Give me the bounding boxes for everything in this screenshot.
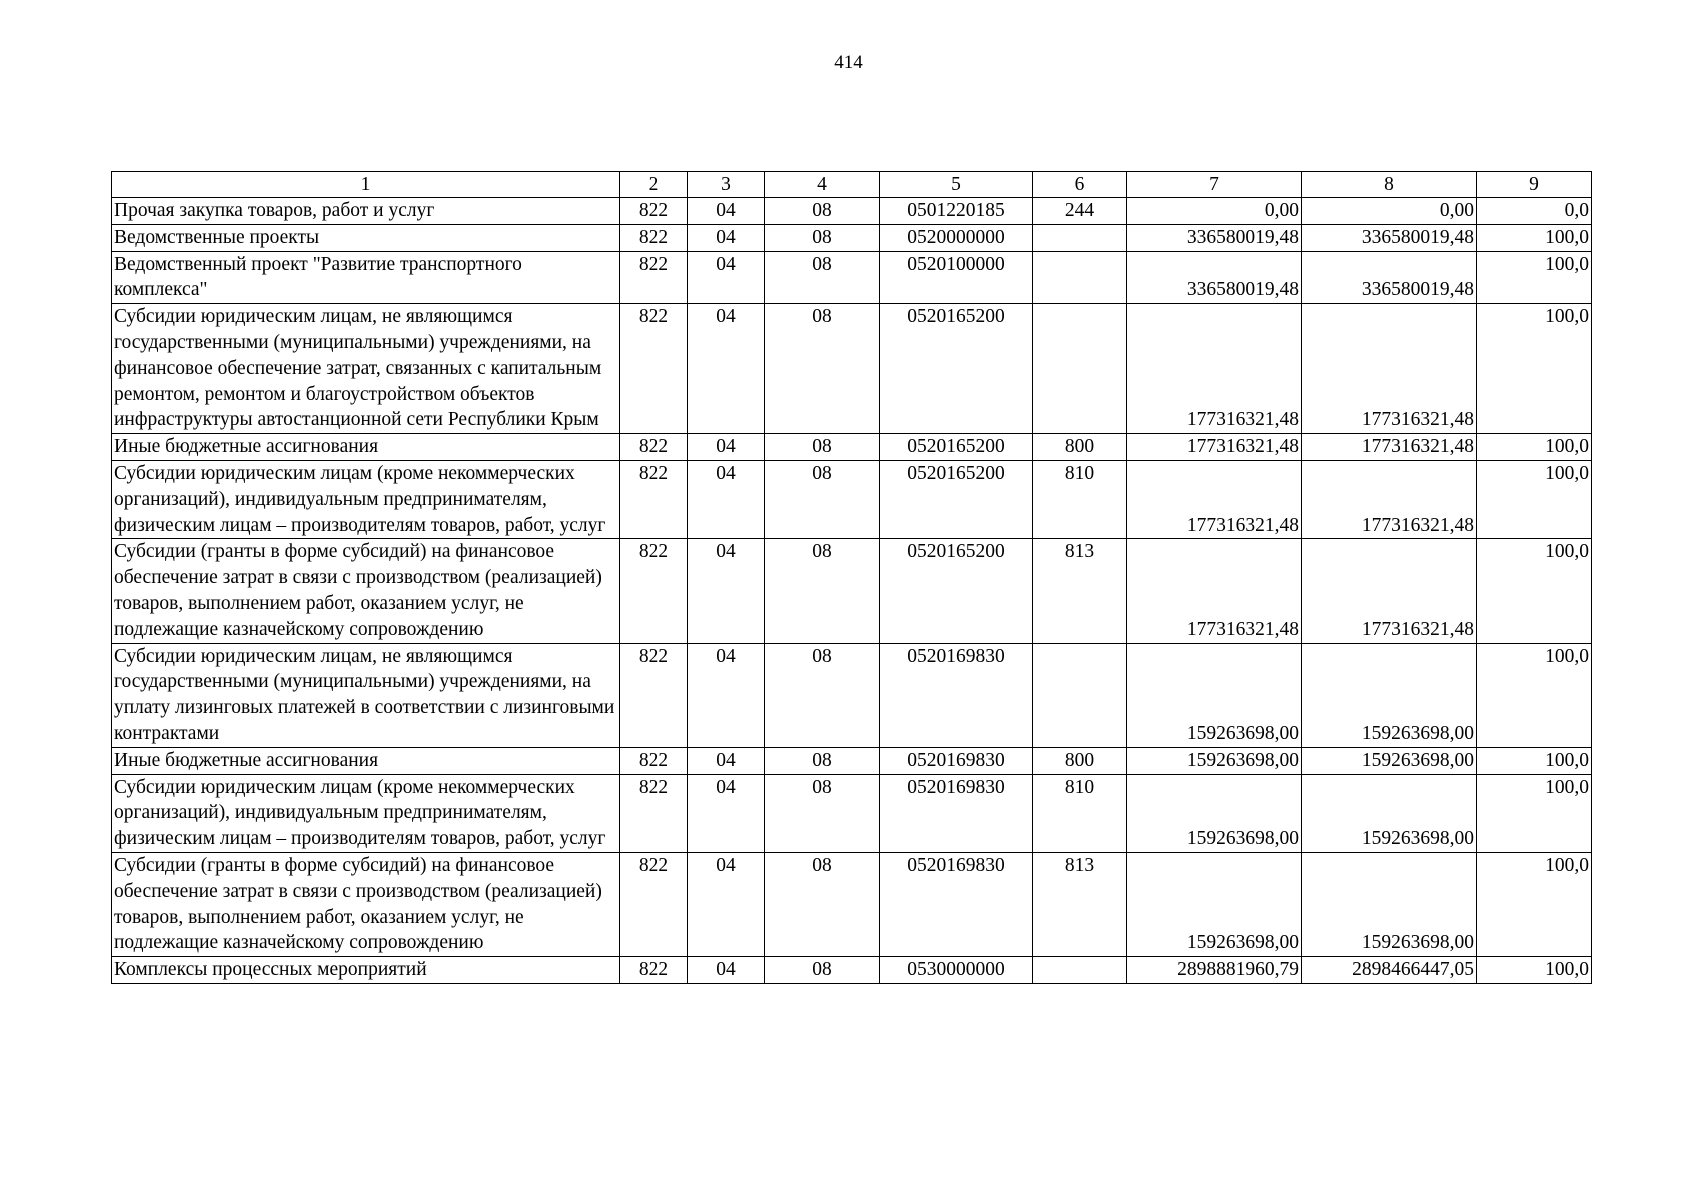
cell-col5: 0520165200 <box>880 539 1033 643</box>
cell-col8: 159263698,00 <box>1302 852 1477 956</box>
cell-col8: 177316321,48 <box>1302 539 1477 643</box>
cell-col4: 08 <box>765 539 880 643</box>
cell-col6 <box>1033 957 1127 984</box>
cell-col2: 822 <box>620 852 688 956</box>
cell-col9: 100,0 <box>1477 251 1592 304</box>
cell-col5: 0520165200 <box>880 460 1033 538</box>
cell-col2: 822 <box>620 304 688 434</box>
cell-col5: 0520100000 <box>880 251 1033 304</box>
cell-col2: 822 <box>620 198 688 225</box>
row-name: Субсидии юридическим лицам, не являющимся государственными (муниципальными) учреждениями, на уплату лизинговых платежей в соответствии с лизинговыми контрактами <box>112 643 620 747</box>
cell-col5: 0501220185 <box>880 198 1033 225</box>
cell-col9: 100,0 <box>1477 460 1592 538</box>
column-header: 7 <box>1127 172 1302 198</box>
cell-col8: 336580019,48 <box>1302 251 1477 304</box>
table-header-row <box>112 172 1592 198</box>
cell-col7: 177316321,48 <box>1127 539 1302 643</box>
cell-col8: 336580019,48 <box>1302 224 1477 251</box>
row-name: Субсидии юридическим лицам (кроме некоммерческих организаций), индивидуальным предпринимателям, физическим лицам – производителям товаров, работ, услуг <box>112 460 620 538</box>
cell-col4: 08 <box>765 460 880 538</box>
cell-col5: 0520169830 <box>880 747 1033 774</box>
cell-col3: 04 <box>688 747 765 774</box>
table-row <box>112 434 1592 461</box>
row-name: Субсидии (гранты в форме субсидий) на финансовое обеспечение затрат в связи с производством (реализацией) товаров, выполнением работ, оказанием услуг, не подлежащие казначейскому сопровождению <box>112 852 620 956</box>
cell-col7: 177316321,48 <box>1127 434 1302 461</box>
table-row <box>112 460 1592 538</box>
row-name: Субсидии (гранты в форме субсидий) на финансовое обеспечение затрат в связи с производством (реализацией) товаров, выполнением работ, оказанием услуг, не подлежащие казначейскому сопровождению <box>112 539 620 643</box>
cell-col2: 822 <box>620 747 688 774</box>
cell-col5: 0520169830 <box>880 852 1033 956</box>
cell-col4: 08 <box>765 198 880 225</box>
cell-col6: 813 <box>1033 539 1127 643</box>
page-number: 414 <box>834 52 863 73</box>
column-header: 1 <box>112 172 620 198</box>
row-name: Комплексы процессных мероприятий <box>112 957 620 984</box>
table-row <box>112 747 1592 774</box>
cell-col6: 810 <box>1033 460 1127 538</box>
cell-col9: 100,0 <box>1477 539 1592 643</box>
column-header: 2 <box>620 172 688 198</box>
cell-col2: 822 <box>620 460 688 538</box>
cell-col8: 2898466447,05 <box>1302 957 1477 984</box>
cell-col6: 810 <box>1033 774 1127 852</box>
cell-col5: 0520169830 <box>880 643 1033 747</box>
table-row <box>112 852 1592 956</box>
cell-col4: 08 <box>765 251 880 304</box>
cell-col2: 822 <box>620 957 688 984</box>
column-header: 3 <box>688 172 765 198</box>
cell-col9: 100,0 <box>1477 304 1592 434</box>
cell-col3: 04 <box>688 643 765 747</box>
row-name: Прочая закупка товаров, работ и услуг <box>112 198 620 225</box>
cell-col2: 822 <box>620 643 688 747</box>
cell-col4: 08 <box>765 957 880 984</box>
cell-col6 <box>1033 304 1127 434</box>
cell-col6: 813 <box>1033 852 1127 956</box>
cell-col3: 04 <box>688 251 765 304</box>
cell-col8: 177316321,48 <box>1302 460 1477 538</box>
cell-col3: 04 <box>688 774 765 852</box>
cell-col7: 159263698,00 <box>1127 852 1302 956</box>
cell-col5: 0520169830 <box>880 774 1033 852</box>
budget-table <box>111 171 1592 984</box>
cell-col9: 100,0 <box>1477 643 1592 747</box>
table-row <box>112 304 1592 434</box>
cell-col3: 04 <box>688 539 765 643</box>
cell-col7: 159263698,00 <box>1127 747 1302 774</box>
cell-col6 <box>1033 251 1127 304</box>
row-name: Субсидии юридическим лицам, не являющимся государственными (муниципальными) учреждениями, на финансовое обеспечение затрат, связанных с капитальным ремонтом, ремонтом и благоустройством объектов инфраструктуры автостанционной сети Республики Крым <box>112 304 620 434</box>
table-row <box>112 198 1592 225</box>
cell-col3: 04 <box>688 224 765 251</box>
cell-col9: 100,0 <box>1477 747 1592 774</box>
table-row <box>112 957 1592 984</box>
column-header: 8 <box>1302 172 1477 198</box>
cell-col2: 822 <box>620 539 688 643</box>
table-row <box>112 251 1592 304</box>
cell-col9: 0,0 <box>1477 198 1592 225</box>
cell-col7: 2898881960,79 <box>1127 957 1302 984</box>
cell-col7: 0,00 <box>1127 198 1302 225</box>
cell-col7: 177316321,48 <box>1127 304 1302 434</box>
cell-col6: 800 <box>1033 747 1127 774</box>
cell-col9: 100,0 <box>1477 224 1592 251</box>
cell-col7: 336580019,48 <box>1127 224 1302 251</box>
column-header: 6 <box>1033 172 1127 198</box>
cell-col9: 100,0 <box>1477 434 1592 461</box>
table-row <box>112 224 1592 251</box>
table-row <box>112 643 1592 747</box>
cell-col9: 100,0 <box>1477 774 1592 852</box>
cell-col7: 159263698,00 <box>1127 643 1302 747</box>
cell-col8: 0,00 <box>1302 198 1477 225</box>
row-name: Ведомственный проект "Развитие транспортного комплекса" <box>112 251 620 304</box>
cell-col3: 04 <box>688 957 765 984</box>
cell-col8: 159263698,00 <box>1302 643 1477 747</box>
cell-col8: 159263698,00 <box>1302 774 1477 852</box>
cell-col8: 177316321,48 <box>1302 434 1477 461</box>
table-row <box>112 539 1592 643</box>
cell-col9: 100,0 <box>1477 957 1592 984</box>
cell-col8: 177316321,48 <box>1302 304 1477 434</box>
cell-col7: 159263698,00 <box>1127 774 1302 852</box>
row-name: Иные бюджетные ассигнования <box>112 747 620 774</box>
cell-col5: 0530000000 <box>880 957 1033 984</box>
cell-col6: 244 <box>1033 198 1127 225</box>
cell-col5: 0520165200 <box>880 434 1033 461</box>
row-name: Ведомственные проекты <box>112 224 620 251</box>
cell-col2: 822 <box>620 434 688 461</box>
cell-col6: 800 <box>1033 434 1127 461</box>
cell-col9: 100,0 <box>1477 852 1592 956</box>
cell-col4: 08 <box>765 224 880 251</box>
column-header: 4 <box>765 172 880 198</box>
row-name: Субсидии юридическим лицам (кроме некоммерческих организаций), индивидуальным предпринимателям, физическим лицам – производителям товаров, работ, услуг <box>112 774 620 852</box>
cell-col5: 0520165200 <box>880 304 1033 434</box>
cell-col6 <box>1033 224 1127 251</box>
cell-col2: 822 <box>620 774 688 852</box>
cell-col3: 04 <box>688 434 765 461</box>
row-name: Иные бюджетные ассигнования <box>112 434 620 461</box>
cell-col3: 04 <box>688 198 765 225</box>
cell-col6 <box>1033 643 1127 747</box>
table-row <box>112 774 1592 852</box>
cell-col4: 08 <box>765 747 880 774</box>
cell-col7: 336580019,48 <box>1127 251 1302 304</box>
cell-col4: 08 <box>765 643 880 747</box>
cell-col7: 177316321,48 <box>1127 460 1302 538</box>
cell-col4: 08 <box>765 434 880 461</box>
cell-col4: 08 <box>765 774 880 852</box>
cell-col4: 08 <box>765 852 880 956</box>
cell-col5: 0520000000 <box>880 224 1033 251</box>
cell-col3: 04 <box>688 852 765 956</box>
cell-col4: 08 <box>765 304 880 434</box>
cell-col3: 04 <box>688 304 765 434</box>
column-header: 5 <box>880 172 1033 198</box>
cell-col8: 159263698,00 <box>1302 747 1477 774</box>
column-header: 9 <box>1477 172 1592 198</box>
cell-col2: 822 <box>620 251 688 304</box>
cell-col2: 822 <box>620 224 688 251</box>
cell-col3: 04 <box>688 460 765 538</box>
